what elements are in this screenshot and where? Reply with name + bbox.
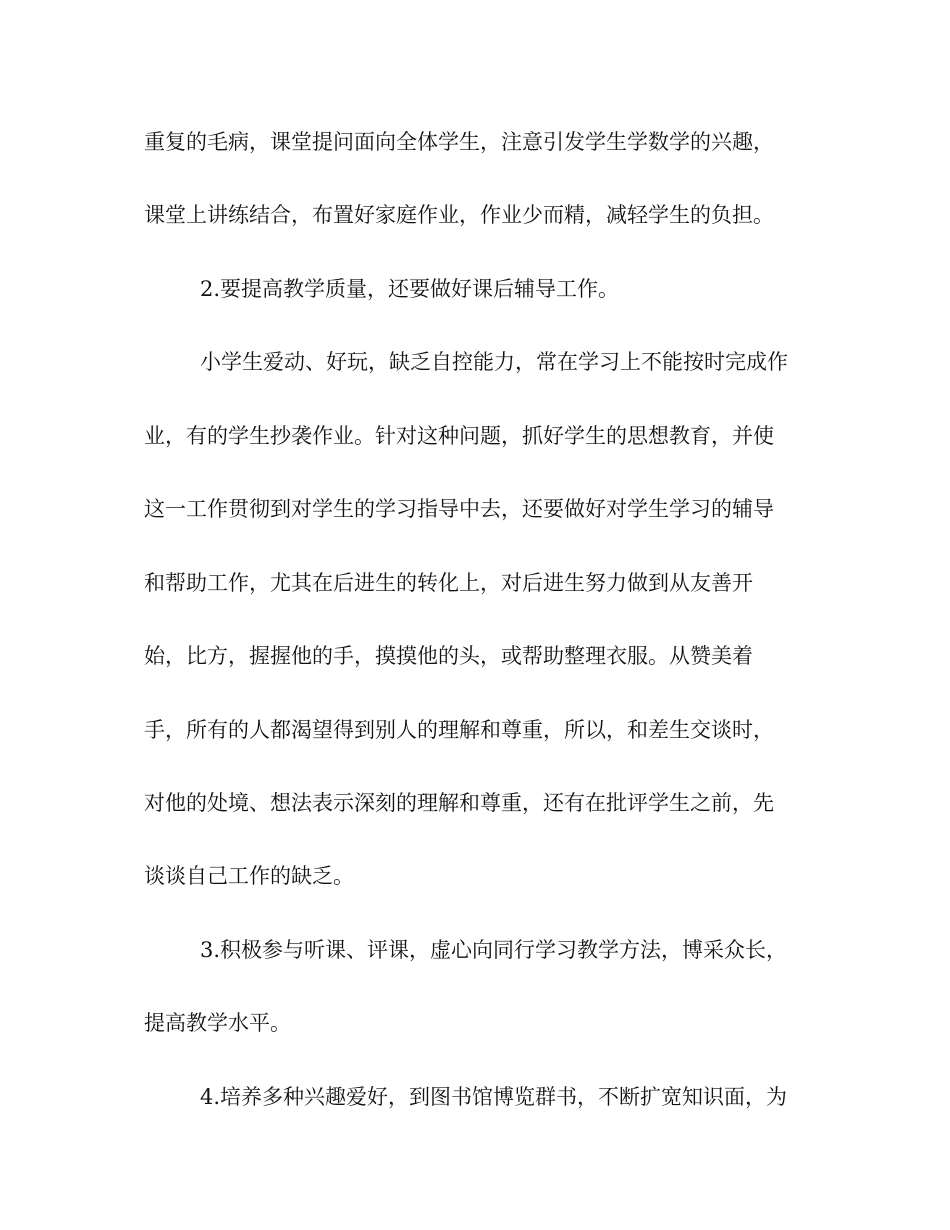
text-line-6: 这一工作贯彻到对学生的学习指导中去，还要做好对学生学习的辅导 <box>144 497 774 521</box>
text-line-13: 提高教学水平。 <box>144 1011 291 1035</box>
text-line-1: 重复的毛病，课堂提问面向全体学生，注意引发学生学数学的兴趣， <box>144 130 774 154</box>
text-line-10: 对他的处境、想法表示深刻的理解和尊重，还有在批评学生之前，先 <box>144 791 774 815</box>
text-line-5: 业，有的学生抄袭作业。针对这种问题，抓好学生的思想教育，并使 <box>144 424 774 448</box>
text-line-14: 4.培养多种兴趣爱好，到图书馆博览群书，不断扩宽知识面，为 <box>200 1085 788 1109</box>
text-line-7: 和帮助工作，尤其在后进生的转化上，对后进生努力做到从友善开 <box>144 571 753 595</box>
text-line-12: 3.积极参与听课、评课，虚心向同行学习教学方法，博采众长， <box>200 938 788 962</box>
text-line-8: 始，比方，握握他的手，摸摸他的头，或帮助整理衣服。从赞美着 <box>144 644 753 668</box>
text-line-9: 手，所有的人都渴望得到别人的理解和尊重，所以，和差生交谈时， <box>144 718 774 742</box>
text-line-2: 课堂上讲练结合，布置好家庭作业，作业少而精，减轻学生的负担。 <box>144 203 774 227</box>
text-line-3: 2.要提高教学质量，还要做好课后辅导工作。 <box>200 277 620 301</box>
text-line-4: 小学生爱动、好玩，缺乏自控能力，常在学习上不能按时完成作 <box>200 350 788 374</box>
text-line-11: 谈谈自己工作的缺乏。 <box>144 864 354 888</box>
